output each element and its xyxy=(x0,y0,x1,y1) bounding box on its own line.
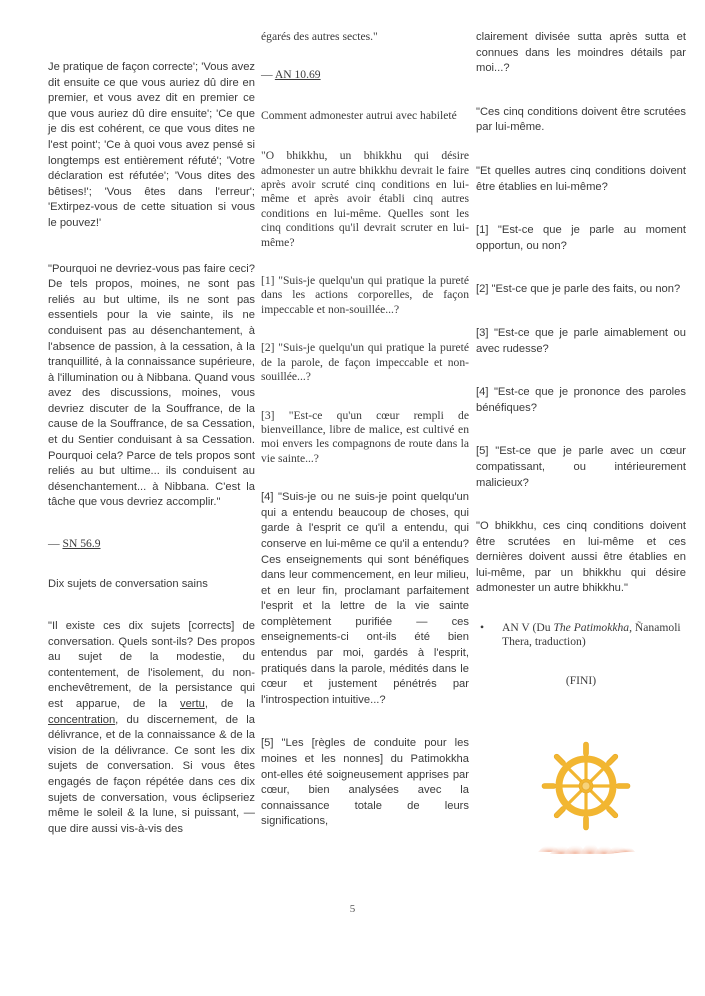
paragraph-pourquoi: "Pourquoi ne devriez-vous pas faire ceci? De tels propos, moines, ne sont pas reliés au but ultime, ils ne sont pas essentiels pour la vie sainte, ils ne conduisent pas au désenchantement, à l'absence de passion, à la cessation, à la tranquillité, à la connaissance supérieure, à l'illumination ou à Nibbana. Quand vous avez des discussions, moines, vous devriez discuter de la Souffrance, de la cause de la Souffrance, de sa Cessation, et du Sentier conduisant à sa Cessation. Pourquoi cela? Parce de tels propos sont reliés au but ultime... ils conduisent au désenchantement... à Nibbana. C'est la tâche que vous devriez accomplir." xyxy=(48,262,255,509)
list-item-4: [4] "Suis-je ou ne suis-je point quelqu'un qui a entendu beaucoup de choses, qui garde à l'esprit ce qu'il a entendu, qui conserve en lui-même ce qu'il a entendu? Ces enseignements qui sont bénéfiques dans leur commencement, en leur milieu, et en leur fin, proclamant parfaitement l'esprit et la lettre de la vie sainte complètement purifiée — ces enseignements-ci ont-ils été bien entendus par moi, gardés à l'esprit, pratiqués dans la parole, médités dans le cœur et justement pénétrés par l'introspection intuitive...? xyxy=(261,491,469,706)
reference-link-sn-56-9[interactable]: SN 56.9 xyxy=(62,537,101,551)
reference-sn xyxy=(48,537,255,551)
dharma-wheel-icon xyxy=(536,740,636,832)
paragraph-ces-cinq: "Ces cinq conditions doivent être scrutées par lui-même. xyxy=(476,105,686,134)
paragraph-quelles-autres: "Et quelles autres cinq conditions doivent être établies en lui-même? xyxy=(476,164,686,193)
reference-an xyxy=(261,68,469,82)
paragraph-o-bhikkhu: "O bhikkhu, un bhikkhu qui désire admonester un autre bhikkhu devrait le faire après avoir scruté cinq conditions en lui-même et après avoir établi cinq autres conditions en lui-même. Quelles sont les cinq conditions qu'il devrait scruter en lui-même? xyxy=(261,149,469,249)
condition-item-4: [4] "Est-ce que je prononce des paroles bénéfiques? xyxy=(476,386,686,414)
list-item-1: [1] "Suis-je quelqu'un qui pratique la pureté dans les actions corporelles, de façon impeccable et non-souillée...? xyxy=(261,274,469,316)
lotus-icon xyxy=(536,832,636,858)
page-number: 5 xyxy=(349,903,356,915)
paragraph-quote-end: Je pratique de façon correcte'; 'Vous avez dit ensuite ce que vous auriez dû dire en premier, et vous avez dit en premier ce que vous auriez dû dire ensuite'; 'Ce que je dis est cohérent, ce que vous dites ne l'est point'; 'Ce à quoi vous avez pensé si longtemps est entièrement réfuté'; 'Votre déclaration est réfutée'; 'Vous dites des bêtises!'; 'Vous êtes dans l'erreur'; 'Extirpez-vous de cette situation si vous le pouvez!' xyxy=(48,61,256,229)
citation-title: The Patimokkha, xyxy=(553,621,633,635)
link-concentration[interactable]: concentration xyxy=(48,713,116,726)
text-run: , du discernement, de la délivrance, et de la connaissance & de la vision de la délivrance. Ce sont les dix sujets de conversation. Si vous êtes engagés de façon répétée dans ces dix sujets de conversation, vous éclipseriez même le soleil & la lune, si puissant, — que dire aussi vis-à-vis des xyxy=(48,713,255,835)
column-2 xyxy=(261,30,469,830)
dharma-wheel-illustration xyxy=(536,740,636,860)
reference-dash: — xyxy=(261,68,275,82)
section-title-admonester: Comment admonester autrui avec habileté xyxy=(261,108,457,122)
paragraph-dix-sujets xyxy=(48,619,255,837)
bullet-icon: • xyxy=(480,621,485,635)
list-item-2: [2] "Suis-je quelqu'un qui pratique la pureté de la parole, de façon impeccable et non-souillée...? xyxy=(261,341,469,384)
condition-item-5: [5] "Est-ce que je parle avec un cœur compatissant, ou intérieurement malicieux? xyxy=(476,445,686,489)
citation-text xyxy=(502,621,686,650)
reference-link-an-10-69[interactable]: AN 10.69 xyxy=(274,68,321,82)
list-item-3: [3] "Est-ce qu'un cœur rempli de bienveillance, libre de malice, est cultivé en moi envers les compagnons de route dans la vie sainte...? xyxy=(261,408,469,465)
citation-bullet xyxy=(476,621,686,650)
text-run: Ñanamoli Thera, traduction) xyxy=(502,621,681,649)
text-run: AN V (Du xyxy=(502,621,554,635)
condition-item-1: [1] "Est-ce que je parle au moment opportun, ou non? xyxy=(476,224,686,252)
section-title-dix-sujets: Dix sujets de conversation sains xyxy=(48,578,208,591)
list-item-5: [5] "Les [règles de conduite pour les moines et les nonnes] du Patimokkha ont-elles été soigneusement apprises par cœur, bien analysées avec la connaissance totale de leurs significations, xyxy=(261,737,469,828)
column-3 xyxy=(476,30,686,688)
condition-item-2: [2] "Est-ce que je parle des faits, ou non? xyxy=(476,283,681,296)
reference-dash: — xyxy=(48,537,63,551)
paragraph-conclusion: "O bhikkhu, ces cinq conditions doivent être scrutées en lui-même et ces dernières doivent aussi être établies en lui-même, par un bhikkhu qui désire admonester un autre bhikkhu." xyxy=(476,520,686,595)
condition-item-3: [3] "Est-ce que je parle aimablement ou avec rudesse? xyxy=(476,326,686,355)
text-run: "Il existe ces dix sujets [corrects] de conversation. Quels sont-ils? Des propos au sujet de la modestie, du contentement, de l'isolement, du non-enchevêtrement, de la persistance qui est apparue, de la xyxy=(48,620,255,710)
paragraph-clairement: clairement divisée sutta après sutta et connues dans les moindres détails par moi...? xyxy=(476,31,686,75)
paragraph-egares: égarés des autres sectes." xyxy=(261,30,378,43)
link-vertu[interactable]: vertu xyxy=(179,698,205,710)
column-1 xyxy=(48,30,255,837)
text-run: , de la xyxy=(204,698,255,710)
fini-label: (FINI) xyxy=(565,673,597,687)
